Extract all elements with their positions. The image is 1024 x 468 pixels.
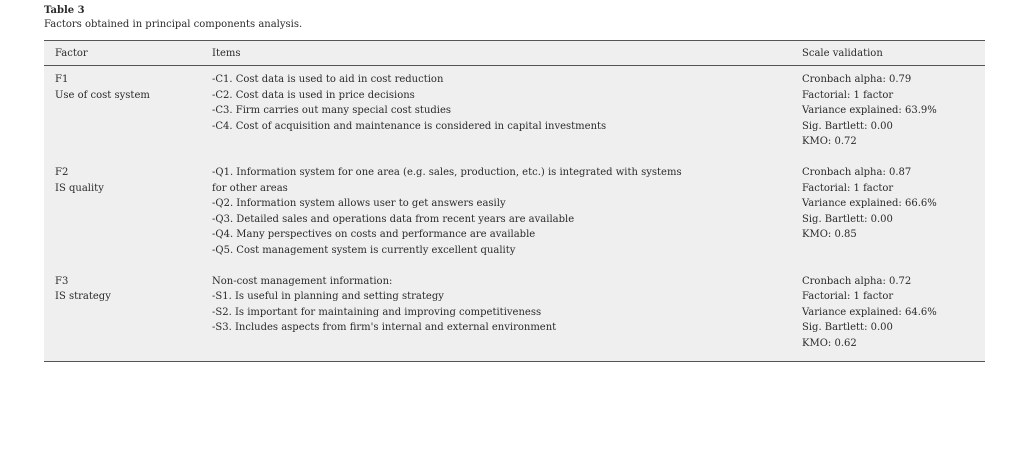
factor-cell — [44, 268, 201, 361]
validation-line: Variance explained: 64.6% — [802, 306, 937, 318]
item-line: -S3. Includes aspects from firm's internal and external environment — [212, 322, 557, 334]
items-cell — [201, 66, 791, 159]
table-caption — [44, 5, 302, 32]
item-line: -Q3. Detailed sales and operations data from recent years are available — [212, 213, 575, 225]
item-line: -C1. Cost data is used to aid in cost reduction — [212, 74, 444, 85]
validation-line: Sig. Bartlett: 0.00 — [802, 322, 893, 334]
item-line: -Q5. Cost management system is currently excellent quality — [212, 244, 516, 256]
table-row — [44, 159, 985, 268]
item-line: -C4. Cost of acquisition and maintenance is considered in capital investments — [212, 120, 607, 132]
factor-name: Use of cost system — [55, 89, 150, 101]
factor-code: F2 — [55, 166, 69, 178]
item-line: -S1. Is useful in planning and setting strategy — [212, 291, 444, 303]
table-label: Table 3 — [44, 5, 85, 16]
validation-line: Cronbach alpha: 0.87 — [802, 166, 912, 178]
header-items: Items — [201, 41, 791, 66]
item-line: -Q4. Many perspectives on costs and performance are available — [212, 229, 536, 241]
item-line: -C3. Firm carries out many special cost studies — [212, 105, 452, 117]
table-caption-text: Factors obtained in principal components analysis. — [44, 19, 303, 30]
factor-code: F3 — [55, 275, 69, 287]
item-line: -Q2. Information system allows user to get answers easily — [212, 198, 506, 210]
item-line: Non-cost management information: — [212, 275, 393, 287]
validation-cell — [791, 159, 985, 268]
validation-line: Factorial: 1 factor — [802, 89, 894, 101]
validation-cell — [791, 268, 985, 361]
validation-line: Cronbach alpha: 0.79 — [802, 74, 912, 85]
item-line: for other areas — [212, 182, 288, 194]
validation-line: Variance explained: 63.9% — [802, 105, 937, 117]
validation-line: KMO: 0.72 — [802, 136, 857, 148]
validation-line: KMO: 0.62 — [802, 337, 857, 349]
validation-line: KMO: 0.85 — [802, 229, 857, 241]
validation-line: Factorial: 1 factor — [802, 291, 894, 303]
table-row — [44, 66, 985, 159]
validation-line: Sig. Bartlett: 0.00 — [802, 213, 893, 225]
validation-line: Sig. Bartlett: 0.00 — [802, 120, 893, 132]
validation-line: Cronbach alpha: 0.72 — [802, 275, 912, 287]
item-line: -C2. Cost data is used in price decisions — [212, 89, 415, 101]
items-cell — [201, 159, 791, 268]
validation-cell — [791, 66, 985, 159]
table-header-row — [44, 41, 985, 66]
factors-table — [44, 40, 985, 362]
factor-code: F1 — [55, 74, 69, 85]
validation-line: Factorial: 1 factor — [802, 182, 894, 194]
item-line: -Q1. Information system for one area (e.g. sales, production, etc.) is integrated with systems — [212, 166, 682, 178]
factor-name: IS strategy — [55, 291, 111, 303]
items-cell — [201, 268, 791, 361]
header-scale-validation: Scale validation — [791, 41, 985, 66]
factor-cell — [44, 66, 201, 159]
factor-name: IS quality — [55, 182, 104, 194]
validation-line: Variance explained: 66.6% — [802, 198, 937, 210]
item-line: -S2. Is important for maintaining and improving competitiveness — [212, 306, 542, 318]
factor-cell — [44, 159, 201, 268]
table-row — [44, 268, 985, 361]
header-factor: Factor — [44, 41, 201, 66]
